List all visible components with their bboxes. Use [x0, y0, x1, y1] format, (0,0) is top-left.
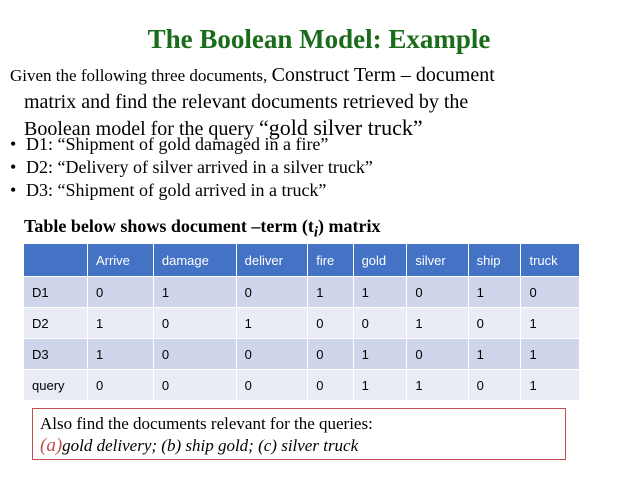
- queries-list: [40, 435, 558, 457]
- column-header: gold: [353, 244, 407, 277]
- intro-line3-prefix: Boolean model for the query: [24, 118, 259, 140]
- caption-suffix: ) matrix: [318, 216, 381, 236]
- document-list: [10, 133, 630, 202]
- table-cell: 1: [353, 370, 407, 401]
- table-cell: 1: [87, 339, 153, 370]
- bullet-icon: •: [10, 180, 17, 200]
- table-cell: query: [24, 370, 87, 401]
- table-cell: D2: [24, 308, 87, 339]
- table-header-row: [24, 244, 580, 277]
- table-cell: 1: [308, 277, 353, 308]
- caption-prefix: Table below shows document –term (t: [24, 216, 314, 236]
- column-header: ship: [468, 244, 521, 277]
- intro-part1: Given the following three documents,: [10, 66, 272, 85]
- table-cell: 1: [468, 277, 521, 308]
- table-cell: 0: [153, 370, 236, 401]
- table-cell: 0: [236, 277, 308, 308]
- column-header: damage: [153, 244, 236, 277]
- table-cell: 0: [468, 370, 521, 401]
- table-cell: 1: [407, 308, 468, 339]
- term-document-matrix: [24, 244, 580, 400]
- intro-line2: matrix and find the relevant documents retrieved by the: [24, 91, 469, 113]
- list-item: [10, 133, 630, 156]
- query-text: “gold silver truck”: [258, 115, 423, 140]
- table-cell: 0: [407, 339, 468, 370]
- table-cell: 1: [353, 339, 407, 370]
- column-header: fire: [308, 244, 353, 277]
- list-item: [10, 179, 630, 202]
- table-cell: 0: [153, 308, 236, 339]
- table-cell: 1: [521, 370, 580, 401]
- column-header: silver: [407, 244, 468, 277]
- intro-paragraph: [10, 62, 625, 142]
- queries-text: gold delivery; (b) ship gold; (c) silver truck: [62, 436, 359, 455]
- table-cell: 1: [353, 277, 407, 308]
- table-cell: 0: [468, 308, 521, 339]
- column-header: deliver: [236, 244, 308, 277]
- table-cell: 1: [468, 339, 521, 370]
- table-caption: [24, 216, 380, 242]
- column-header: [24, 244, 87, 277]
- caption-subscript: i: [313, 224, 318, 241]
- queries-intro: Also find the documents relevant for the queries:: [40, 414, 373, 433]
- table-cell: 0: [407, 277, 468, 308]
- table-row: [24, 339, 580, 370]
- table-row: [24, 308, 580, 339]
- column-header: Arrive: [87, 244, 153, 277]
- table-cell: 1: [236, 308, 308, 339]
- table-cell: 0: [87, 370, 153, 401]
- table-cell: 1: [407, 370, 468, 401]
- bullet-icon: •: [10, 157, 17, 177]
- table-cell: D1: [24, 277, 87, 308]
- document-text: D3: “Shipment of gold arrived in a truck”: [26, 180, 327, 200]
- intro-part2: Construct Term – document: [271, 64, 495, 86]
- list-item: [10, 156, 630, 179]
- table-cell: 0: [153, 339, 236, 370]
- table-cell: D3: [24, 339, 87, 370]
- table-row: [24, 277, 580, 308]
- table-cell: 0: [353, 308, 407, 339]
- table-cell: 0: [308, 308, 353, 339]
- document-text: D2: “Delivery of silver arrived in a silver truck”: [26, 157, 373, 177]
- table-cell: 1: [87, 308, 153, 339]
- table-cell: 1: [521, 308, 580, 339]
- table-cell: 0: [308, 339, 353, 370]
- queries-box: [32, 408, 566, 460]
- table-cell: 0: [87, 277, 153, 308]
- table-cell: 1: [521, 339, 580, 370]
- table-cell: 1: [153, 277, 236, 308]
- slide-title: The Boolean Model: Example: [147, 24, 491, 54]
- document-text: D1: “Shipment of gold damaged in a fire”: [26, 134, 329, 154]
- column-header: truck: [521, 244, 580, 277]
- table-cell: 0: [236, 339, 308, 370]
- table-row: [24, 370, 580, 401]
- bullet-icon: •: [10, 134, 17, 154]
- table-cell: 0: [521, 277, 580, 308]
- table-cell: 0: [308, 370, 353, 401]
- table-cell: 0: [236, 370, 308, 401]
- query-a-label: (a): [40, 435, 63, 456]
